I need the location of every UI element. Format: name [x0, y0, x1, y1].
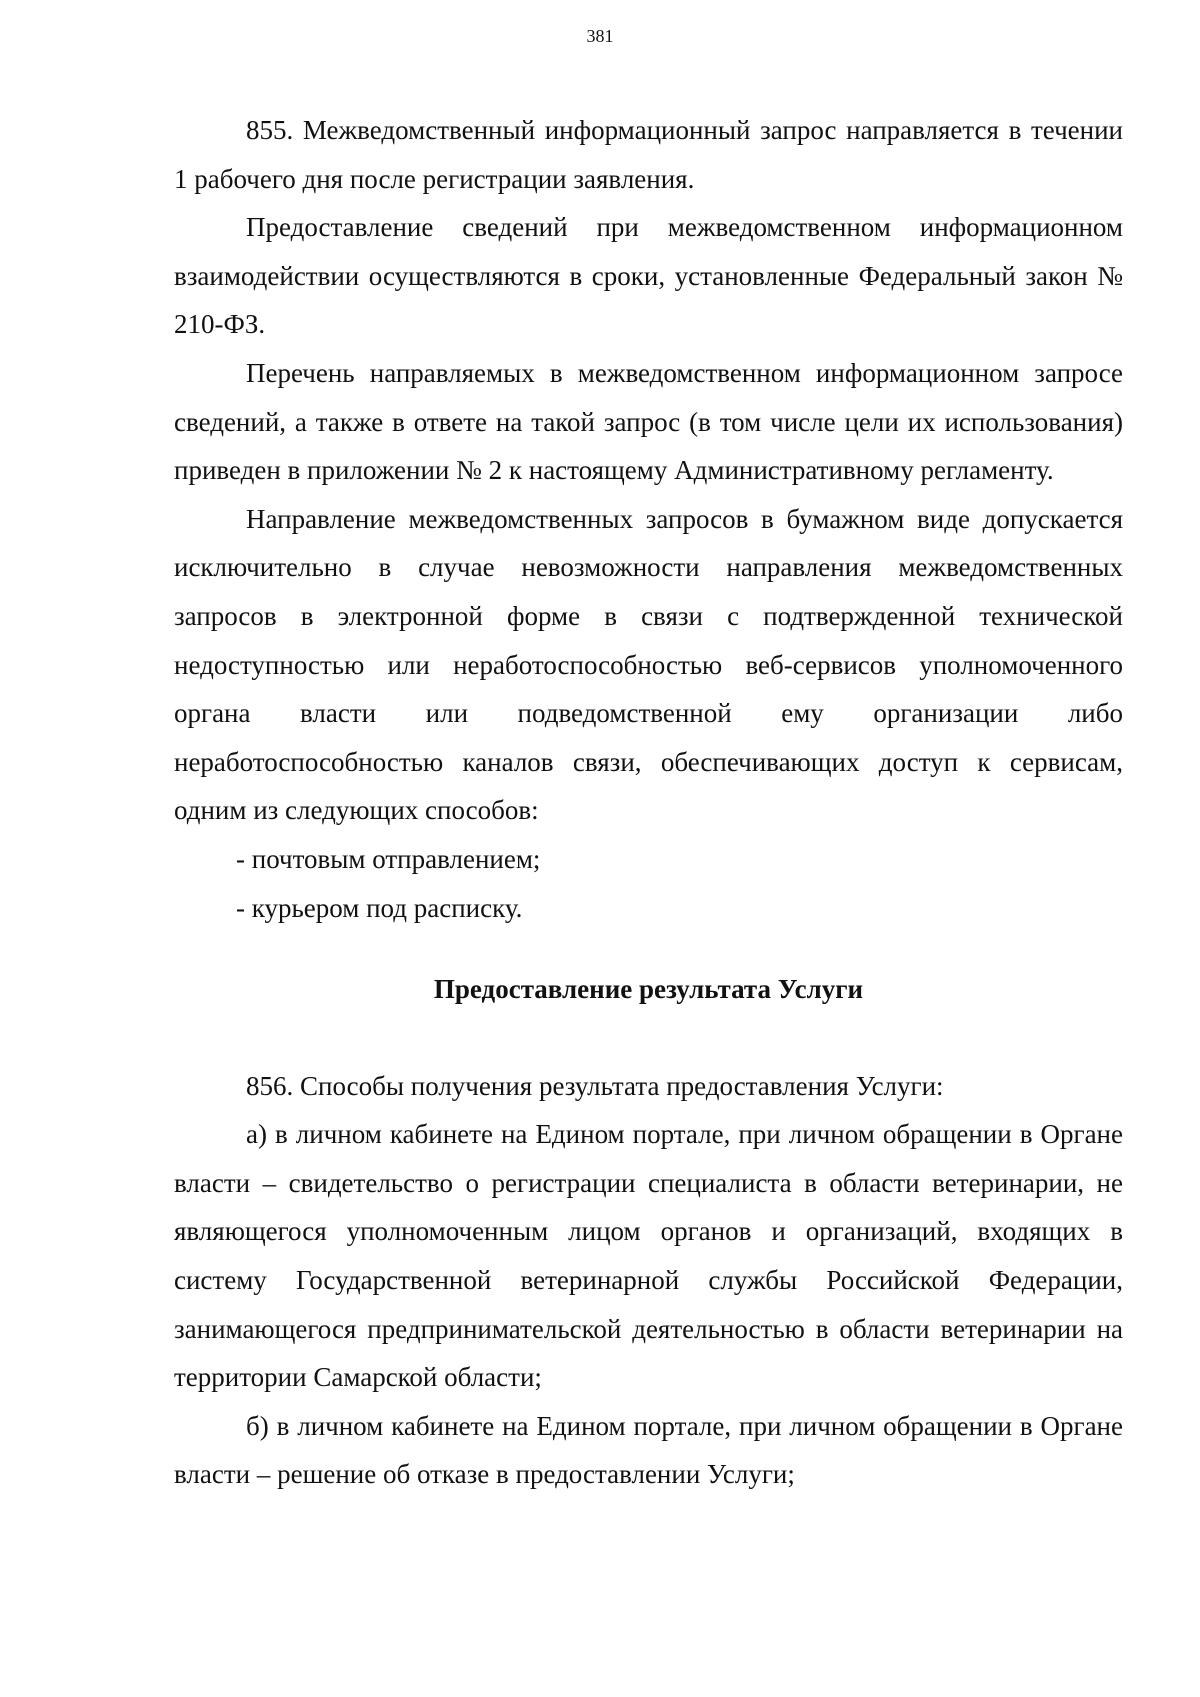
paragraph-deadlines: Предоставление сведений при межведомственном информационном взаимодействии осуществляются в сроки, установленные Федеральный закон № 210-ФЗ.: [174, 212, 1123, 340]
paragraph-856: 856. Способы получения результата предоставления Услуги:: [246, 1070, 944, 1101]
paragraph-856-b: б) в личном кабинете на Едином портале, при личном обращении в Органе власти – решение об отказе в предоставлении Услуги;: [174, 1410, 1123, 1490]
list-item-postal: - почтовым отправлением;: [236, 843, 541, 874]
document-body: [174, 106, 1123, 1499]
paragraph-paper-requests: Направление межведомственных запросов в бумажном виде допускается исключительно в случае невозможности направления межведомственных запросов в электронной форме в связи с подтвержденной технической недоступностью или неработоспособностью веб-сервисов уполномоченного органа власти или подведомственной ему организации либо неработоспособностью каналов связи, обеспечивающих доступ к сервисам, одним из следующих способов:: [174, 503, 1123, 826]
list-item-courier: - курьером под расписку.: [236, 892, 523, 923]
page-number: 381: [586, 26, 614, 46]
paragraph-request-list: Перечень направляемых в межведомственном информационном запросе сведений, а также в ответе на такой запрос (в том числе цели их использования) приведен в приложении № 2 к настоящему Административному регламенту.: [174, 357, 1123, 486]
paragraph-855: 855. Межведомственный информационный запрос направляется в течении 1 рабочего дня после регистрации заявления.: [174, 115, 1123, 194]
section-heading: Предоставление результата Услуги: [433, 974, 864, 1005]
paragraph-856-a: а) в личном кабинете на Едином портале, при личном обращении в Органе власти – свидетельство о регистрации специалиста в области ветеринарии, не являющегося уполномоченным лицом органов и организаций, входящих в систему Государственной ветеринарной службы Российской Федерации, занимающегося предпринимательской деятельностью в области ветеринарии на территории Самарской области;: [174, 1119, 1123, 1393]
